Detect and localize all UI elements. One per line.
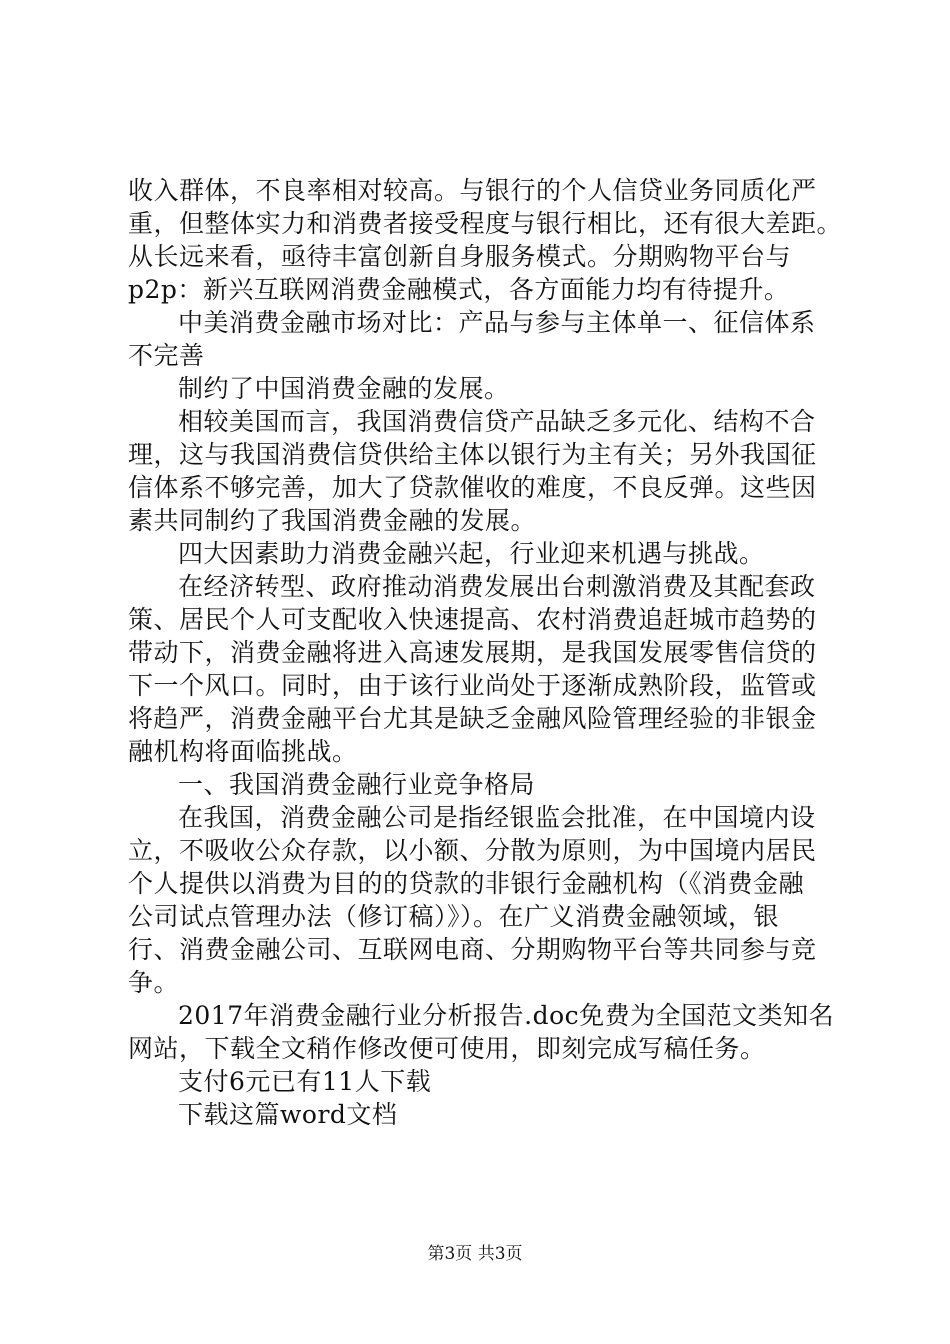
page-number: 第3页 共3页 (427, 1244, 523, 1264)
document-body (128, 174, 843, 1131)
section-heading: 一、我国消费金融行业竞争格局 (178, 770, 536, 799)
text-line: 理，这与我国消费信贷供给主体以银行为主有关；另外我国征 (128, 440, 817, 469)
section-heading: 中美消费金融市场对比：产品与参与主体单一、征信体系 (178, 308, 816, 337)
text-line: 信体系不够完善，加大了贷款催收的难度，不良反弹。这些因 (128, 473, 817, 502)
payment-info: 支付6元已有11人下载 (178, 1067, 432, 1096)
text-line: 重，但整体实力和消费者接受程度与银行相比，还有很大差距。 (128, 209, 843, 238)
download-link[interactable]: 下载这篇word文档 (178, 1100, 398, 1129)
text-line: 行、消费金融公司、互联网电商、分期购物平台等共同参与竞 (128, 935, 817, 964)
text-line: 下一个风口。同时，由于该行业尚处于逐渐成熟阶段，监管或 (128, 671, 817, 700)
section-heading: 四大因素助力消费金融兴起，行业迎来机遇与挑战。 (178, 539, 765, 568)
download-notice: 2017年消费金融行业分析报告.doc免费为全国范文类知名 (178, 1001, 835, 1030)
text-line: 在我国，消费金融公司是指经银监会批准，在中国境内设 (178, 803, 816, 832)
text-line: 在经济转型、政府推动消费发展出台刺激消费及其配套政 (178, 572, 816, 601)
text-line: 立，不吸收公众存款，以小额、分散为原则，为中国境内居民 (128, 836, 817, 865)
text-line: 制约了中国消费金融的发展。 (178, 374, 510, 403)
text-line: 带动下，消费金融将进入高速发展期，是我国发展零售信贷的 (128, 638, 817, 667)
text-line: 个人提供以消费为目的的贷款的非银行金融机构（《消费金融 (128, 869, 805, 898)
text-line: 争。 (128, 968, 180, 997)
text-line: 相较美国而言，我国消费信贷产品缺乏多元化、结构不合 (178, 407, 816, 436)
text-line: 不完善 (128, 341, 205, 370)
text-line: 从长远来看，亟待丰富创新自身服务模式。分期购物平台与 (128, 242, 792, 271)
text-line: 策、居民个人可支配收入快速提高、农村消费追赶城市趋势的 (128, 605, 817, 634)
text-line: 收入群体，不良率相对较高。与银行的个人信贷业务同质化严 (128, 176, 817, 205)
download-notice: 网站，下载全文稍作修改便可使用，即刻完成写稿任务。 (128, 1034, 766, 1063)
text-line: 融机构将面临挑战。 (128, 737, 358, 766)
text-line: 将趋严，消费金融平台尤其是缺乏金融风险管理经验的非银金 (128, 704, 817, 733)
text-line: p2p：新兴互联网消费金融模式，各方面能力均有待提升。 (128, 275, 790, 304)
text-line: 素共同制约了我国消费金融的发展。 (128, 506, 537, 535)
text-line: 公司试点管理办法（修订稿）》）。在广义消费金融领域，银 (128, 902, 780, 931)
